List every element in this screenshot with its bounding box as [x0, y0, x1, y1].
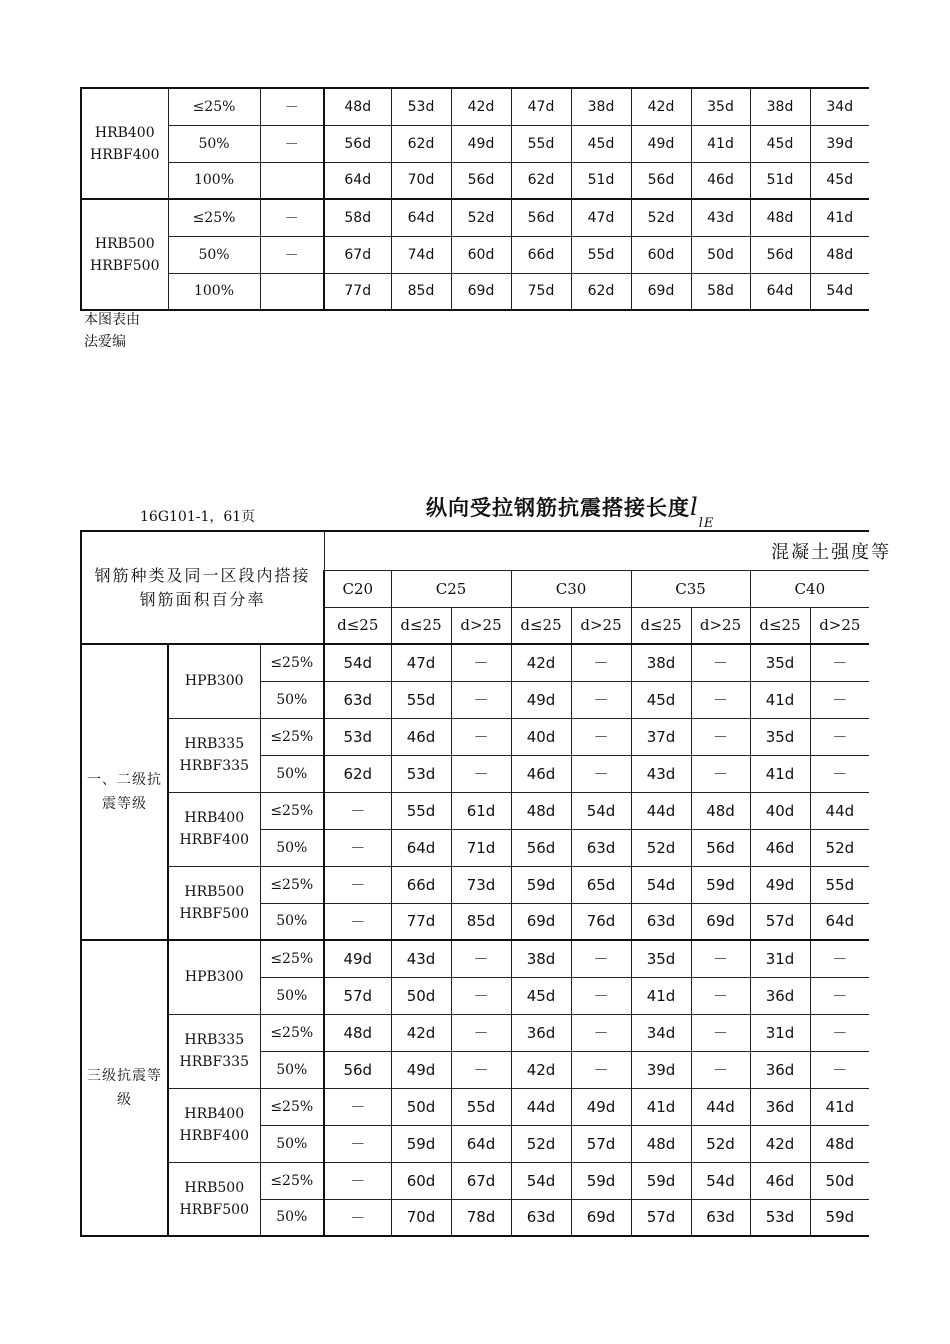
- lap-length-value: －: [810, 681, 869, 718]
- lap-length-value: 52d: [631, 199, 691, 236]
- table-row: [81, 125, 869, 162]
- percentage-cell: 100%: [168, 273, 260, 310]
- lap-length-value: －: [691, 1014, 750, 1051]
- lap-length-value: 56d: [324, 1051, 391, 1088]
- lap-length-value: 59d: [631, 1162, 691, 1199]
- lap-length-value: 35d: [750, 644, 810, 681]
- lap-length-value: 77d: [391, 903, 451, 940]
- lap-length-value: 64d: [810, 903, 869, 940]
- lap-length-value: 40d: [750, 792, 810, 829]
- lap-length-value: －: [691, 755, 750, 792]
- table-row: [81, 866, 869, 903]
- lap-length-value: 41d: [631, 1088, 691, 1125]
- lap-length-value: －: [810, 1014, 869, 1051]
- percentage-cell: 50%: [260, 1051, 324, 1088]
- lap-length-value: 56d: [750, 236, 810, 273]
- lap-length-value: 45d: [750, 125, 810, 162]
- lap-length-value: －: [691, 1051, 750, 1088]
- diameter-subheader: d≤25: [631, 607, 691, 644]
- lap-length-value: 56d: [631, 162, 691, 199]
- lap-length-value: 52d: [631, 829, 691, 866]
- lap-length-value: 47d: [391, 644, 451, 681]
- lap-length-value: 55d: [810, 866, 869, 903]
- lap-length-value: 78d: [451, 1199, 511, 1236]
- lap-length-value: 56d: [324, 125, 391, 162]
- lap-length-value: －: [571, 940, 631, 977]
- lap-length-value: 64d: [391, 829, 451, 866]
- lap-length-value: 62d: [511, 162, 571, 199]
- lap-length-value: 45d: [511, 977, 571, 1014]
- lap-length-value: 63d: [511, 1199, 571, 1236]
- lap-length-value: 46d: [391, 718, 451, 755]
- lap-length-value: 31d: [750, 1014, 810, 1051]
- percentage-cell: 50%: [260, 977, 324, 1014]
- steel-type-label: HRB400: [94, 124, 155, 141]
- lap-length-value: 49d: [750, 866, 810, 903]
- lap-length-value: 45d: [631, 681, 691, 718]
- lap-length-value: 71d: [451, 829, 511, 866]
- diameter-subheader: d>25: [451, 607, 511, 644]
- lap-length-value: 69d: [691, 903, 750, 940]
- concrete-grade-cell: C25: [391, 570, 511, 607]
- lap-length-value: 42d: [391, 1014, 451, 1051]
- percentage-cell: 100%: [168, 162, 260, 199]
- steel-type-label: HPB300: [184, 673, 244, 690]
- lap-length-value: 53d: [324, 718, 391, 755]
- steel-type-cell: [168, 1088, 260, 1162]
- title-symbol: l: [690, 493, 699, 521]
- empty-value-cell: [260, 273, 324, 310]
- lap-length-value: －: [810, 755, 869, 792]
- lap-length-value: －: [810, 1051, 869, 1088]
- steel-type-label: HRBF400: [90, 146, 160, 163]
- lap-length-value: －: [451, 681, 511, 718]
- lap-length-value: 59d: [511, 866, 571, 903]
- lap-length-value: －: [324, 1162, 391, 1199]
- percentage-cell: ≤25%: [260, 1088, 324, 1125]
- lap-length-value: 56d: [451, 162, 511, 199]
- table-row: [81, 1162, 869, 1199]
- lap-length-value: 62d: [324, 755, 391, 792]
- steel-type-label: HRB400: [184, 810, 245, 826]
- lap-length-value: 67d: [451, 1162, 511, 1199]
- lap-length-value: －: [810, 940, 869, 977]
- steel-type-label: HRBF500: [90, 257, 160, 274]
- lap-length-value: 56d: [511, 829, 571, 866]
- lap-length-value: 66d: [511, 236, 571, 273]
- seismic-grade-cell: 一、二级抗震等级: [81, 644, 168, 940]
- diameter-subheader: d>25: [691, 607, 750, 644]
- steel-type-label: HRB335: [184, 736, 245, 752]
- lap-length-value: －: [691, 718, 750, 755]
- lap-length-value: 52d: [511, 1125, 571, 1162]
- empty-value-cell: －: [260, 236, 324, 273]
- percentage-cell: ≤25%: [168, 88, 260, 125]
- lap-length-value: 48d: [511, 792, 571, 829]
- lap-length-value: 36d: [750, 977, 810, 1014]
- lap-length-value: 47d: [511, 88, 571, 125]
- lap-length-value: 64d: [391, 199, 451, 236]
- lap-length-value: 75d: [511, 273, 571, 310]
- lap-length-value: 34d: [631, 1014, 691, 1051]
- lap-length-value: 48d: [324, 88, 391, 125]
- lap-length-value: 37d: [631, 718, 691, 755]
- lap-length-value: －: [451, 940, 511, 977]
- steel-type-cell: [81, 199, 168, 310]
- lap-length-value: 55d: [391, 792, 451, 829]
- lap-length-value: 48d: [810, 1125, 869, 1162]
- lap-length-value: 44d: [631, 792, 691, 829]
- table-row: [81, 644, 869, 681]
- lap-length-value: 44d: [691, 1088, 750, 1125]
- lap-length-value: 77d: [324, 273, 391, 310]
- lap-length-value: 43d: [631, 755, 691, 792]
- percentage-cell: ≤25%: [260, 718, 324, 755]
- lap-length-value: 85d: [451, 903, 511, 940]
- lap-length-value: 46d: [691, 162, 750, 199]
- note-line: 法爱编: [84, 334, 126, 350]
- lap-length-value: 35d: [750, 718, 810, 755]
- lap-length-value: 46d: [511, 755, 571, 792]
- lap-length-value: －: [324, 903, 391, 940]
- lap-length-value: 57d: [631, 1199, 691, 1236]
- lap-length-value: 52d: [451, 199, 511, 236]
- lap-length-value: 38d: [750, 88, 810, 125]
- lap-length-value: －: [571, 977, 631, 1014]
- lap-length-value: 62d: [391, 125, 451, 162]
- lap-length-value: 53d: [391, 88, 451, 125]
- lap-length-value: 54d: [810, 273, 869, 310]
- top-lap-length-table: [80, 87, 869, 311]
- empty-value-cell: [260, 162, 324, 199]
- lap-length-value: －: [451, 1014, 511, 1051]
- table-row: [81, 199, 869, 236]
- lap-length-value: 53d: [391, 755, 451, 792]
- lap-length-value: 55d: [451, 1088, 511, 1125]
- steel-type-label: HRBF500: [179, 905, 249, 922]
- lap-length-value: 50d: [810, 1162, 869, 1199]
- percentage-cell: ≤25%: [260, 940, 324, 977]
- lap-length-value: 49d: [511, 681, 571, 718]
- diameter-subheader: d>25: [571, 607, 631, 644]
- lap-length-value: 34d: [810, 88, 869, 125]
- lap-length-value: 61d: [451, 792, 511, 829]
- lap-length-value: 44d: [511, 1088, 571, 1125]
- lap-length-value: 42d: [511, 644, 571, 681]
- lap-length-value: －: [571, 1051, 631, 1088]
- lap-length-value: 59d: [691, 866, 750, 903]
- lap-length-value: 57d: [750, 903, 810, 940]
- lap-length-value: 40d: [511, 718, 571, 755]
- lap-length-value: 49d: [324, 940, 391, 977]
- lap-length-value: 41d: [631, 977, 691, 1014]
- lap-length-value: 63d: [631, 903, 691, 940]
- lap-length-value: －: [691, 644, 750, 681]
- empty-value-cell: －: [260, 125, 324, 162]
- lap-length-value: 35d: [631, 940, 691, 977]
- lap-length-value: 63d: [571, 829, 631, 866]
- lap-length-value: 53d: [750, 1199, 810, 1236]
- diameter-subheader: d≤25: [750, 607, 810, 644]
- lap-length-value: 60d: [631, 236, 691, 273]
- lap-length-value: 41d: [750, 755, 810, 792]
- percentage-cell: 50%: [260, 681, 324, 718]
- percentage-cell: 50%: [260, 829, 324, 866]
- table-row: [81, 718, 869, 755]
- lap-length-value: 69d: [511, 903, 571, 940]
- lap-length-value: 57d: [324, 977, 391, 1014]
- lap-length-value: 51d: [571, 162, 631, 199]
- lap-length-value: 66d: [391, 866, 451, 903]
- lap-length-value: 49d: [391, 1051, 451, 1088]
- lap-length-value: 42d: [511, 1051, 571, 1088]
- lap-length-value: 52d: [691, 1125, 750, 1162]
- steel-type-cell: [168, 718, 260, 792]
- percentage-cell: 50%: [260, 1199, 324, 1236]
- lap-length-value: －: [810, 644, 869, 681]
- lap-length-value: 70d: [391, 1199, 451, 1236]
- percentage-cell: 50%: [260, 903, 324, 940]
- lap-length-value: 50d: [691, 236, 750, 273]
- lap-length-value: 49d: [451, 125, 511, 162]
- lap-length-value: －: [691, 940, 750, 977]
- steel-type-label: HRBF335: [179, 758, 249, 774]
- steel-type-label: HRB400: [184, 1106, 245, 1122]
- lap-length-value: 54d: [324, 644, 391, 681]
- lap-length-value: 58d: [324, 199, 391, 236]
- lap-length-value: －: [324, 1088, 391, 1125]
- lap-length-value: 65d: [571, 866, 631, 903]
- steel-type-label: HRB500: [94, 235, 155, 252]
- lap-length-value: 55d: [511, 125, 571, 162]
- table-row: [81, 88, 869, 125]
- percentage-cell: ≤25%: [260, 866, 324, 903]
- concrete-grade-header: [324, 531, 892, 570]
- lap-length-value: 46d: [750, 1162, 810, 1199]
- steel-type-label: HRB335: [184, 1032, 245, 1048]
- lap-length-value: －: [691, 977, 750, 1014]
- lap-length-value: －: [451, 1051, 511, 1088]
- lap-length-value: 50d: [391, 1088, 451, 1125]
- page-title: [426, 492, 715, 531]
- lap-length-value: －: [451, 718, 511, 755]
- diameter-subheader: d≤25: [324, 607, 391, 644]
- lap-length-value: 39d: [631, 1051, 691, 1088]
- diameter-subheader: d>25: [810, 607, 869, 644]
- percentage-cell: 50%: [260, 755, 324, 792]
- table-row: [81, 1088, 869, 1125]
- lap-length-value: 55d: [571, 236, 631, 273]
- lap-length-value: 64d: [750, 273, 810, 310]
- percentage-cell: ≤25%: [260, 1014, 324, 1051]
- empty-value-cell: －: [260, 88, 324, 125]
- steel-type-label: HRBF335: [179, 1054, 249, 1070]
- lap-length-value: 49d: [631, 125, 691, 162]
- lap-length-value: 36d: [511, 1014, 571, 1051]
- lap-length-value: 54d: [631, 866, 691, 903]
- lap-length-value: 63d: [691, 1199, 750, 1236]
- lap-length-value: 31d: [750, 940, 810, 977]
- concrete-grade-cell: C35: [631, 570, 750, 607]
- lap-length-value: －: [324, 829, 391, 866]
- steel-type-label: HRBF400: [179, 832, 249, 848]
- lap-length-value: 63d: [324, 681, 391, 718]
- lap-length-value: －: [571, 1014, 631, 1051]
- lap-length-value: 43d: [391, 940, 451, 977]
- lap-length-value: －: [451, 755, 511, 792]
- lap-length-value: 69d: [631, 273, 691, 310]
- lap-length-value: 54d: [691, 1162, 750, 1199]
- lap-length-value: 51d: [750, 162, 810, 199]
- steel-type-cell: [168, 1162, 260, 1236]
- lap-length-value: 48d: [750, 199, 810, 236]
- percentage-cell: 50%: [168, 236, 260, 273]
- diameter-subheader: d≤25: [511, 607, 571, 644]
- lap-length-value: 52d: [810, 829, 869, 866]
- steel-type-cell: [168, 1014, 260, 1088]
- lap-length-value: 48d: [631, 1125, 691, 1162]
- steel-type-label: HRBF500: [179, 1201, 249, 1218]
- lap-length-value: 36d: [750, 1051, 810, 1088]
- concrete-grade-label: 混凝土强度等: [771, 541, 892, 563]
- lap-length-value: 62d: [571, 273, 631, 310]
- steel-type-cell: [168, 940, 260, 1014]
- lap-length-value: 74d: [391, 236, 451, 273]
- steel-type-cell: [168, 866, 260, 940]
- table-row: [81, 1014, 869, 1051]
- lap-length-value: －: [324, 1125, 391, 1162]
- lap-length-value: 60d: [451, 236, 511, 273]
- table-row: [81, 792, 869, 829]
- table-row: [81, 162, 869, 199]
- lap-length-value: 46d: [750, 829, 810, 866]
- steel-type-cell: [168, 644, 260, 718]
- seismic-grade-cell: 三级抗震等级: [81, 940, 168, 1236]
- lap-length-value: －: [571, 644, 631, 681]
- percentage-cell: 50%: [168, 125, 260, 162]
- percentage-cell: 50%: [260, 1125, 324, 1162]
- lap-length-value: 64d: [451, 1125, 511, 1162]
- lap-length-value: －: [324, 792, 391, 829]
- steel-type-label: HRBF400: [179, 1128, 249, 1144]
- steel-type-cell: [168, 792, 260, 866]
- lap-length-value: －: [571, 755, 631, 792]
- lap-length-value: －: [691, 681, 750, 718]
- lap-length-value: 42d: [451, 88, 511, 125]
- lap-length-value: 85d: [391, 273, 451, 310]
- lap-length-value: －: [571, 681, 631, 718]
- note-block: [84, 309, 140, 353]
- lap-length-value: －: [324, 1199, 391, 1236]
- lap-length-value: 42d: [631, 88, 691, 125]
- percentage-cell: ≤25%: [260, 1162, 324, 1199]
- lap-length-value: 56d: [691, 829, 750, 866]
- lap-length-value: 67d: [324, 236, 391, 273]
- lap-length-value: 43d: [691, 199, 750, 236]
- lap-length-value: －: [810, 977, 869, 1014]
- lap-length-value: 41d: [750, 681, 810, 718]
- lap-length-value: 39d: [810, 125, 869, 162]
- lap-length-value: 48d: [810, 236, 869, 273]
- concrete-grade-cell: C40: [750, 570, 869, 607]
- seismic-lap-length-table: [80, 530, 892, 1237]
- lap-length-value: 50d: [391, 977, 451, 1014]
- lap-length-value: 48d: [324, 1014, 391, 1051]
- lap-length-value: 57d: [571, 1125, 631, 1162]
- lap-length-value: 42d: [750, 1125, 810, 1162]
- lap-length-value: 35d: [691, 88, 750, 125]
- steel-type-label: HPB300: [184, 969, 244, 986]
- lap-length-value: 41d: [810, 1088, 869, 1125]
- lap-length-value: －: [324, 866, 391, 903]
- table-row: [81, 273, 869, 310]
- table-row: [81, 940, 869, 977]
- steel-type-cell: [81, 88, 168, 199]
- lap-length-value: －: [571, 718, 631, 755]
- lap-length-value: 41d: [691, 125, 750, 162]
- lap-length-value: 44d: [810, 792, 869, 829]
- lap-length-value: 45d: [810, 162, 869, 199]
- percentage-cell: ≤25%: [260, 644, 324, 681]
- steel-type-label: HRB500: [184, 1179, 245, 1196]
- lap-length-value: －: [451, 977, 511, 1014]
- lap-length-value: 38d: [571, 88, 631, 125]
- lap-length-value: 69d: [571, 1199, 631, 1236]
- lap-length-value: 38d: [631, 644, 691, 681]
- diameter-subheader: d≤25: [391, 607, 451, 644]
- lap-length-value: 70d: [391, 162, 451, 199]
- title-subscript: lE: [698, 516, 715, 531]
- title-text: 纵向受拉钢筋抗震搭接长度: [426, 496, 690, 520]
- lap-length-value: 60d: [391, 1162, 451, 1199]
- lap-length-value: 69d: [451, 273, 511, 310]
- lap-length-value: 64d: [324, 162, 391, 199]
- lap-length-value: －: [810, 718, 869, 755]
- lap-length-value: 58d: [691, 273, 750, 310]
- lap-length-value: 59d: [571, 1162, 631, 1199]
- lap-length-value: 54d: [511, 1162, 571, 1199]
- percentage-cell: ≤25%: [168, 199, 260, 236]
- lap-length-value: 45d: [571, 125, 631, 162]
- lap-length-value: 73d: [451, 866, 511, 903]
- lap-length-value: 48d: [691, 792, 750, 829]
- lap-length-value: 59d: [810, 1199, 869, 1236]
- steel-type-label: HRB500: [184, 883, 245, 900]
- table-row: [81, 236, 869, 273]
- corner-header: 钢筋种类及同一区段内搭接钢筋面积百分率: [81, 531, 324, 644]
- lap-length-value: 56d: [511, 199, 571, 236]
- page-reference: 16G101-1，61页: [140, 509, 256, 525]
- empty-value-cell: －: [260, 199, 324, 236]
- lap-length-value: 41d: [810, 199, 869, 236]
- percentage-cell: ≤25%: [260, 792, 324, 829]
- lap-length-value: 76d: [571, 903, 631, 940]
- lap-length-value: －: [451, 644, 511, 681]
- concrete-grade-cell: C20: [324, 570, 391, 607]
- lap-length-value: 49d: [571, 1088, 631, 1125]
- lap-length-value: 38d: [511, 940, 571, 977]
- lap-length-value: 55d: [391, 681, 451, 718]
- note-line: 本图表由: [84, 312, 140, 328]
- lap-length-value: 54d: [571, 792, 631, 829]
- lap-length-value: 59d: [391, 1125, 451, 1162]
- concrete-grade-cell: C30: [511, 570, 631, 607]
- lap-length-value: 47d: [571, 199, 631, 236]
- lap-length-value: 36d: [750, 1088, 810, 1125]
